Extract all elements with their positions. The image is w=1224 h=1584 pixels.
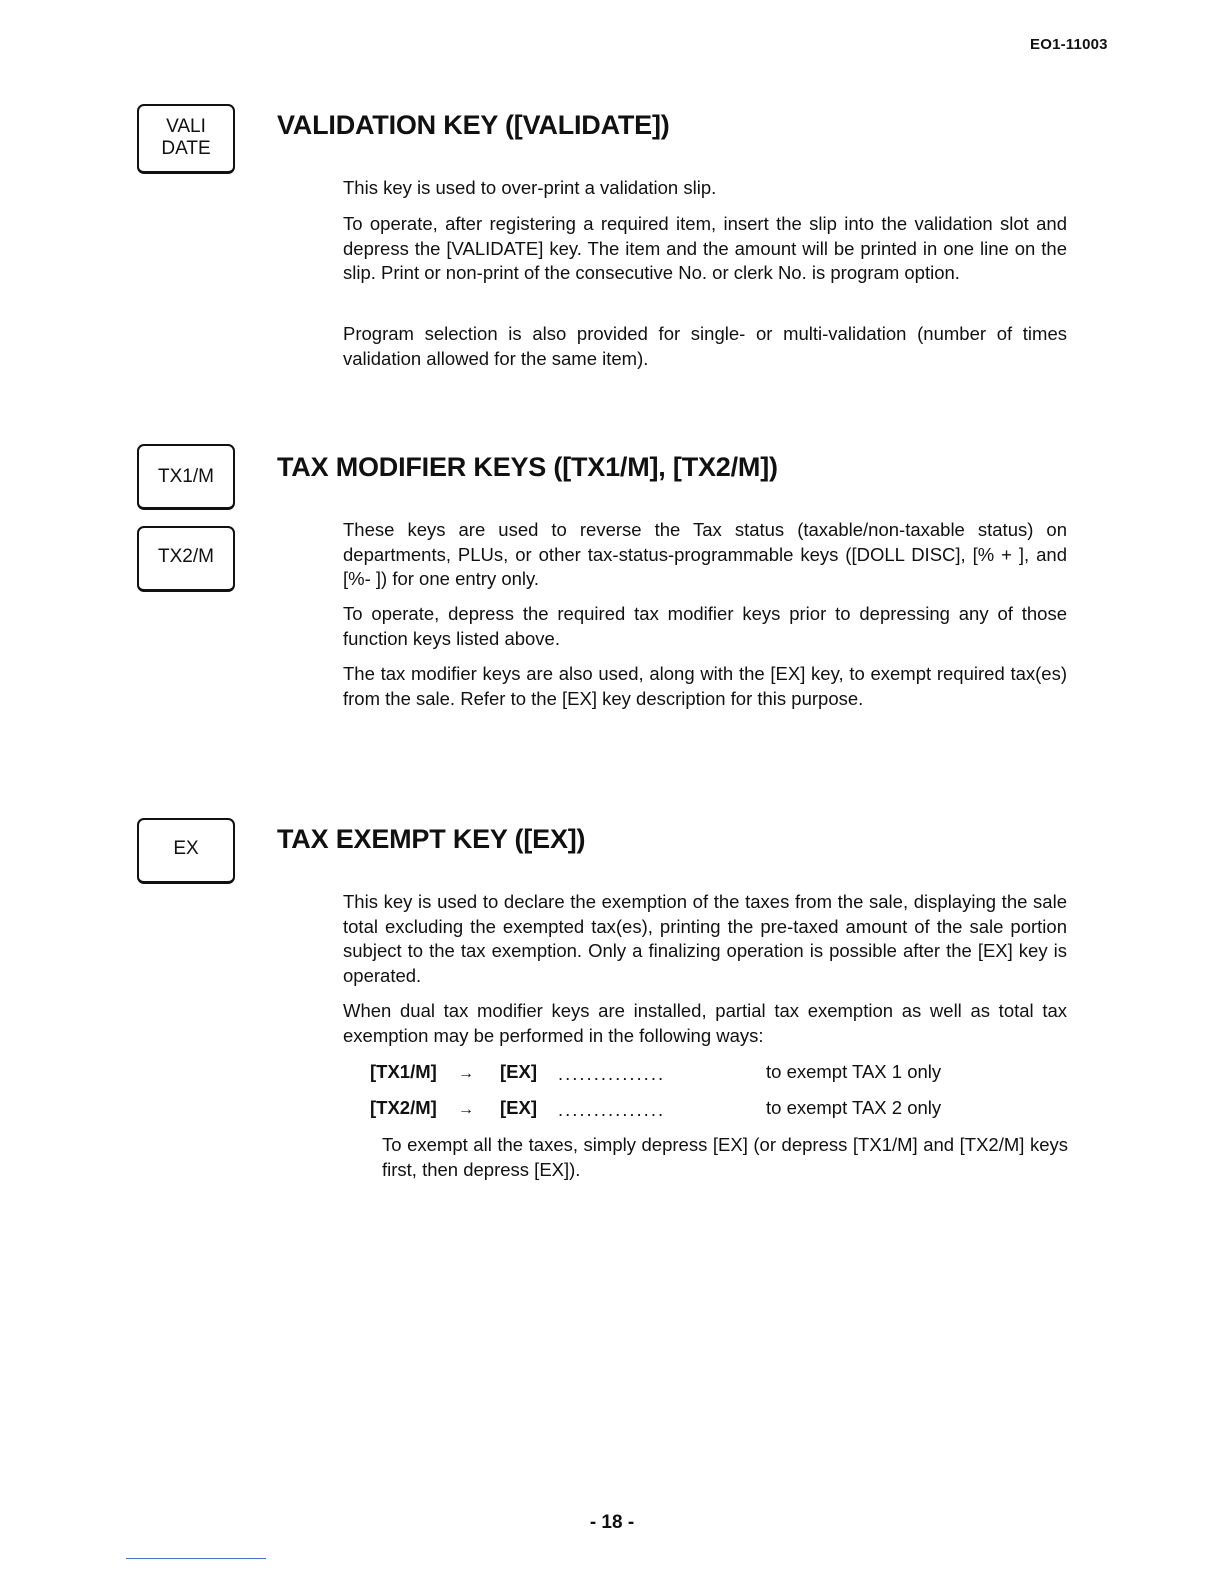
exempt-operation-row xyxy=(370,1060,941,1086)
section-title-tax-exempt: TAX EXEMPT KEY ([EX]) xyxy=(277,824,586,854)
section-title-tax-modifier: TAX MODIFIER KEYS ([TX1/M], [TX2/M]) xyxy=(277,452,778,482)
tax-modifier-paragraph-2: To operate, depress the required tax modifier keys prior to depressing any of those function keys listed above. xyxy=(343,603,1067,649)
validate-keycap-line1: VALI xyxy=(166,116,206,137)
validate-keycap-line2: DATE xyxy=(161,138,211,159)
tx1m-keycap xyxy=(137,444,235,510)
page-number: - 18 - xyxy=(589,1512,635,1533)
dot-leader: ............... xyxy=(558,1063,666,1084)
right-arrow-icon: → xyxy=(458,1065,474,1082)
right-arrow-icon: → xyxy=(458,1101,474,1118)
validation-paragraph-1: This key is used to over-print a validation slip. xyxy=(343,177,717,198)
tax-modifier-paragraph-3: The tax modifier keys are also used, along with the [EX] key, to exempt required tax(es) from the sale. Refer to the [EX] key description for this purpose. xyxy=(343,663,1067,709)
operation-result: to exempt TAX 1 only xyxy=(766,1061,942,1082)
tax-exempt-closing: To exempt all the taxes, simply depress [EX] (or depress [TX1/M] and [TX2/M] keys first, then depress [EX]). xyxy=(382,1134,1068,1180)
footnote-rule xyxy=(126,1558,266,1559)
operation-then-key: [EX] xyxy=(500,1097,537,1118)
validation-paragraph-3: Program selection is also provided for single- or multi-validation (number of times validation allowed for the same item). xyxy=(343,323,1067,369)
exempt-operation-row xyxy=(370,1096,941,1122)
operation-result: to exempt TAX 2 only xyxy=(766,1097,942,1118)
tx1m-keycap-label: TX1/M xyxy=(158,466,214,487)
ex-keycap xyxy=(137,818,235,884)
tax-exempt-paragraph-1: This key is used to declare the exemption of the taxes from the sale, displaying the sale total excluding the exempted tax(es), printing the pre-taxed amount of the sale portion subject to the tax exemption. Only a finalizing operation is possible after the [EX] key is operated. xyxy=(343,891,1067,986)
validate-keycap xyxy=(137,104,235,174)
operation-key: [TX2/M] xyxy=(370,1097,437,1118)
dot-leader: ............... xyxy=(558,1099,666,1120)
tax-modifier-paragraph-1: These keys are used to reverse the Tax status (taxable/non-taxable status) on departments, PLUs, or other tax-status-programmable keys ([DOLL DISC], [% + ], and [%- ]) for one entry only. xyxy=(343,519,1067,589)
tx2m-keycap xyxy=(137,526,235,592)
tx2m-keycap-label: TX2/M xyxy=(158,546,214,567)
section-title-validation: VALIDATION KEY ([VALIDATE]) xyxy=(277,110,670,140)
operation-key: [TX1/M] xyxy=(370,1061,437,1082)
validation-paragraph-2: To operate, after registering a required item, insert the slip into the validation slot and depress the [VALIDATE] key. The item and the amount will be printed in one line on the slip. Print or non-print of the consecutive No. or clerk No. is program option. xyxy=(343,213,1067,283)
operation-then-key: [EX] xyxy=(500,1061,537,1082)
tax-exempt-paragraph-2: When dual tax modifier keys are installed, partial tax exemption as well as total tax exemption may be performed in the following ways: xyxy=(343,1000,1067,1046)
document-id: EO1-11003 xyxy=(1030,36,1108,53)
ex-keycap-label: EX xyxy=(173,838,199,859)
